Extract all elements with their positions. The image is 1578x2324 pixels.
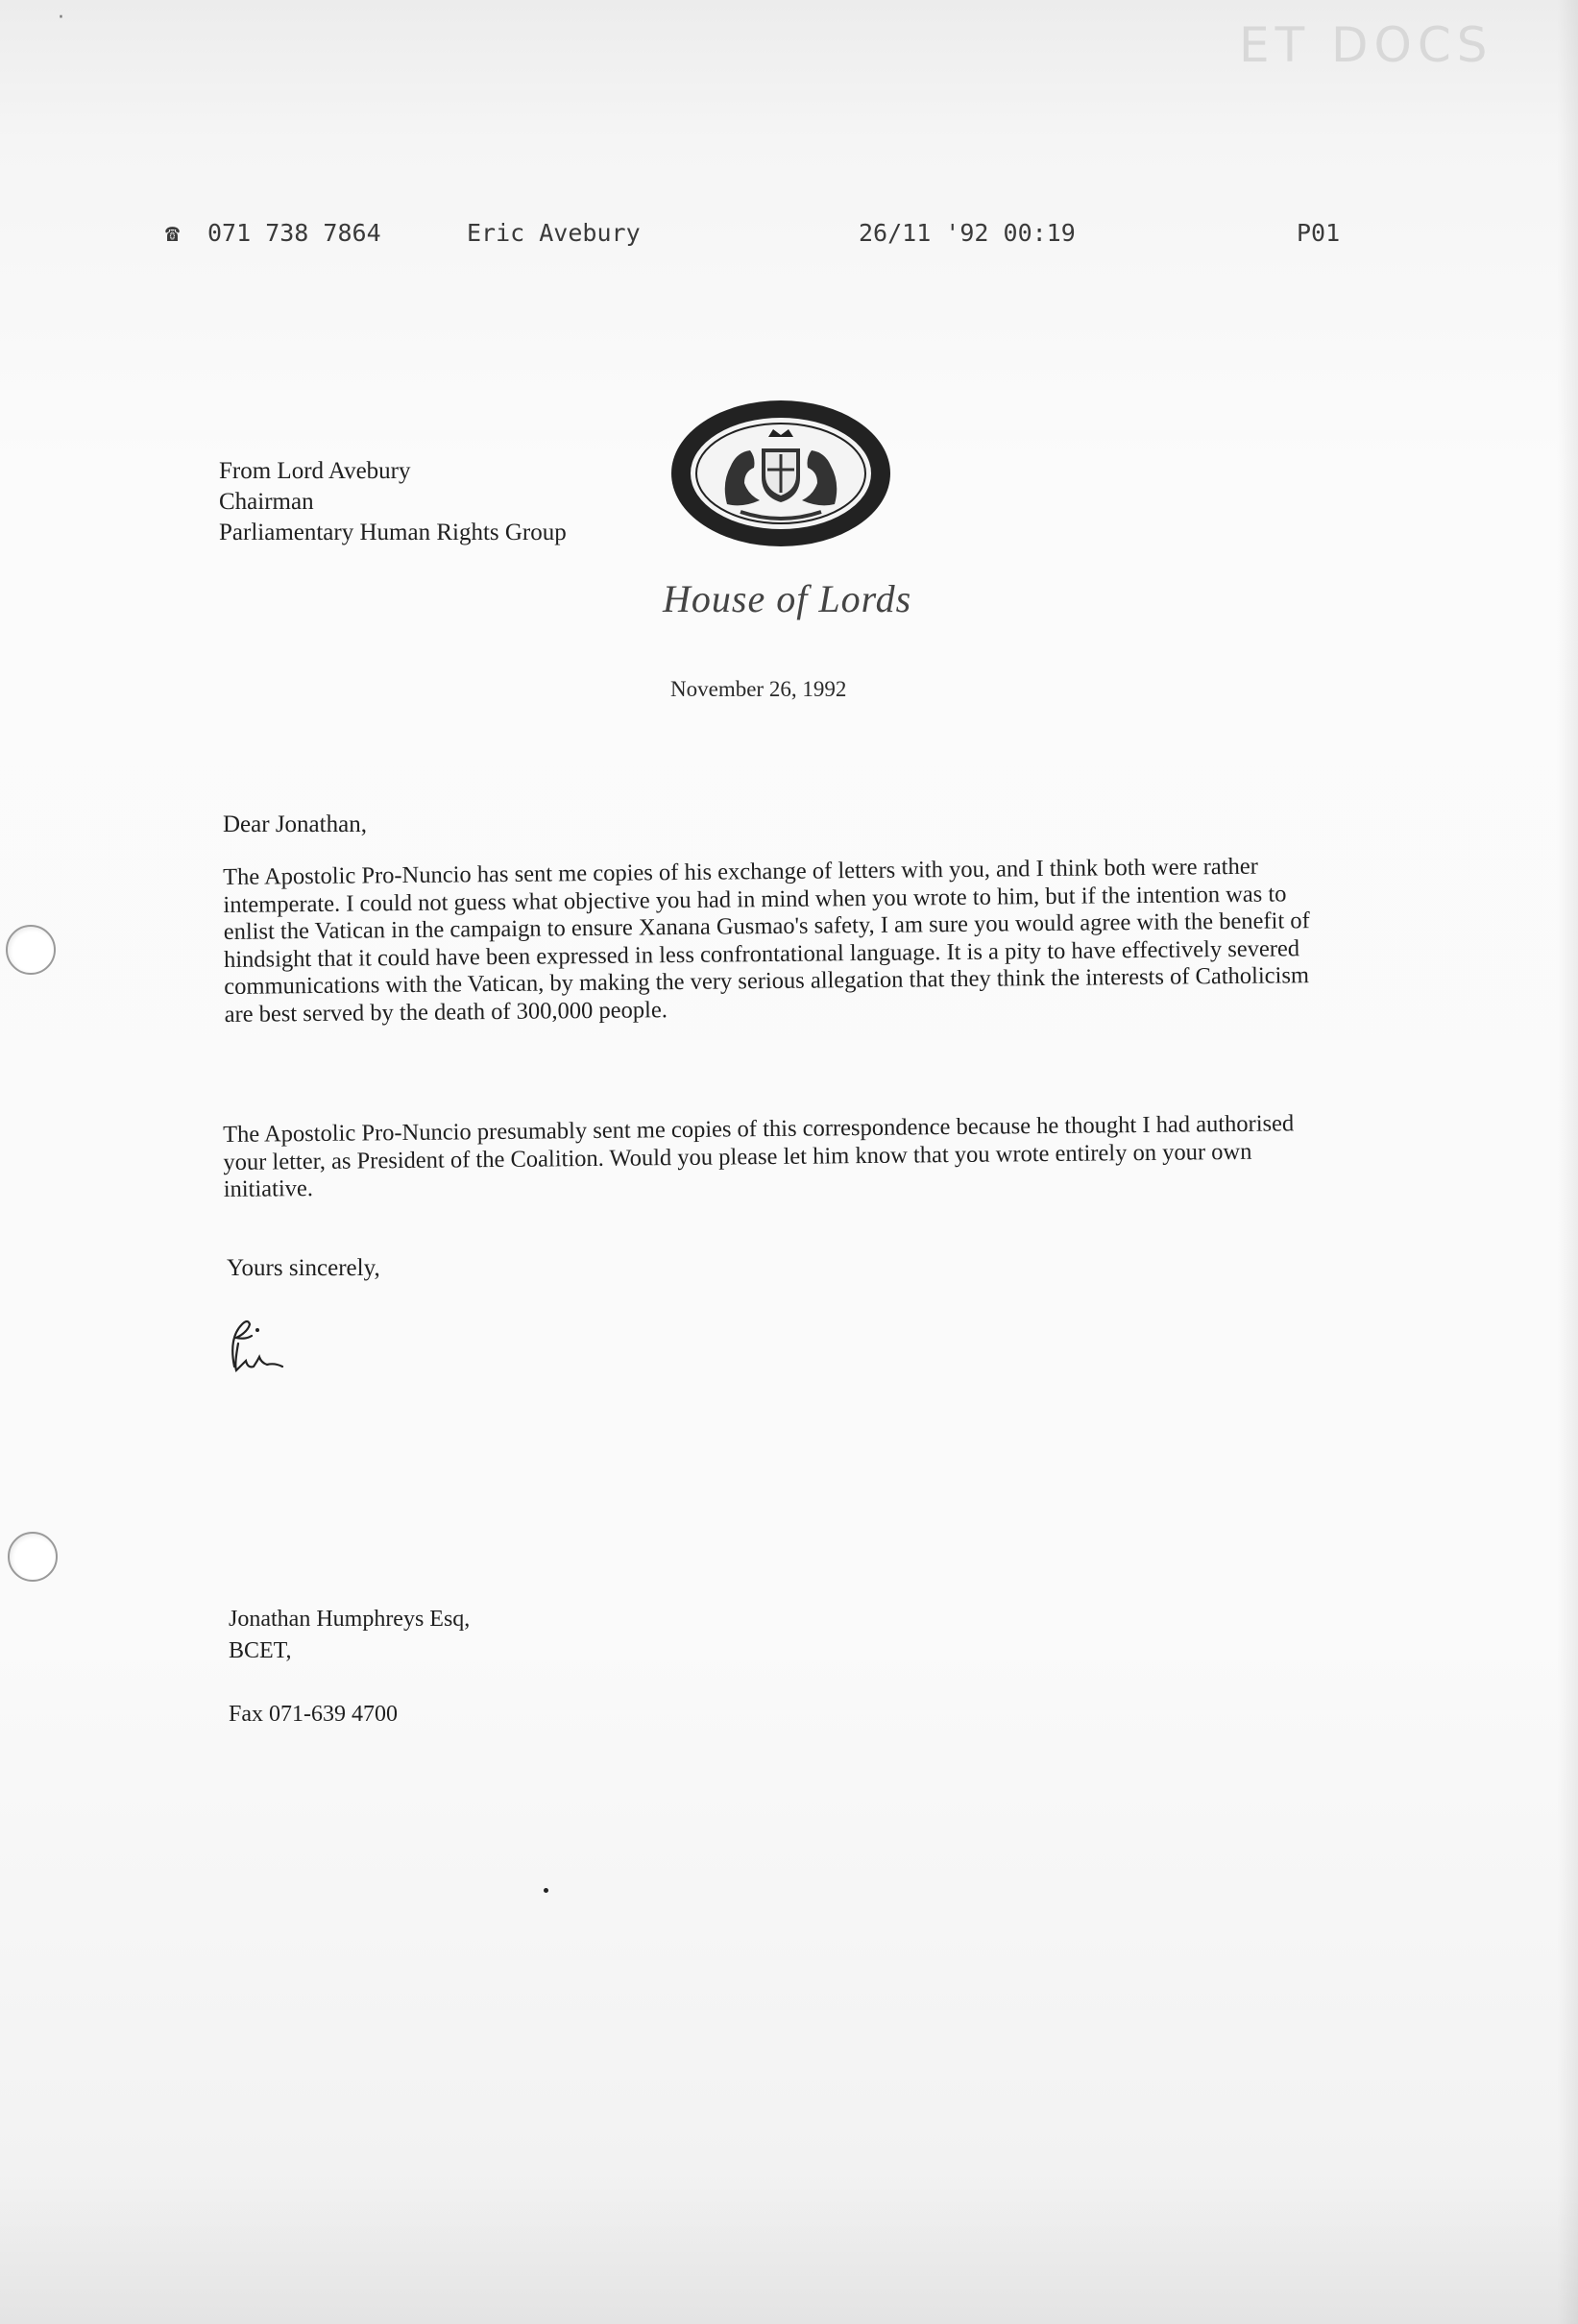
sender-line-from: From Lord Avebury [219,458,411,484]
sender-block [219,456,567,548]
recipient-fax-number: Fax 071-639 4700 [229,1702,398,1727]
closing: Yours sincerely, [227,1255,380,1281]
handwritten-annotation: ET DOCS [1239,17,1493,73]
sender-line-title: Chairman [219,489,314,515]
royal-coat-of-arms-icon [669,399,892,548]
salutation: Dear Jonathan, [223,811,367,837]
scan-corner-mark: · [58,6,64,30]
scan-bottom-shadow [0,2170,1578,2324]
fax-datetime: 26/11 '92 00:19 [859,219,1076,247]
signature-mark [213,1311,304,1383]
recipient-name: Jonathan Humphreys Esq, [229,1607,471,1632]
body-paragraph-2: The Apostolic Pro-Nuncio presumably sent me copies of this correspondence because he thought I had authorised your letter, as President of the Coalition. Would you please let him know that you wrote entirely on your own initiative. [223,1110,1295,1202]
scan-edge-shadow [1557,0,1578,2324]
body-paragraph-1: The Apostolic Pro-Nuncio has sent me copies of his exchange of letters with you, and I think both were rather intemperate. I could not guess what objective you had in mind when you wrote to him, but if the intention was to enlist the Vatican in the campaign to ensure Xanana Gusmao's safety, I am sure you would agree with the benefit of hindsight that it could have been expressed in less confrontational language. It is a pity to have effectively severed communications with the Vatican, by making the very serious allegation that they think the interests of Catholicism are best served by the death of 300,000 people. [223,853,1310,1028]
letter-date: November 26, 1992 [670,677,847,701]
fax-phone-number: 071 738 7864 [207,219,381,247]
punch-hole [8,1532,58,1582]
fax-sender-name: Eric Avebury [467,219,641,247]
recipient-organisation: BCET, [229,1638,292,1663]
fax-page-number: P01 [1297,219,1341,247]
phone-icon: ☎ [165,219,181,247]
sender-line-group: Parliamentary Human Rights Group [219,520,567,545]
recipient-block [229,1604,470,1667]
scan-speck [544,1888,548,1893]
punch-hole [6,925,56,975]
letterhead-institution: House of Lords [663,577,912,620]
fax-transmission-header [0,219,1578,257]
